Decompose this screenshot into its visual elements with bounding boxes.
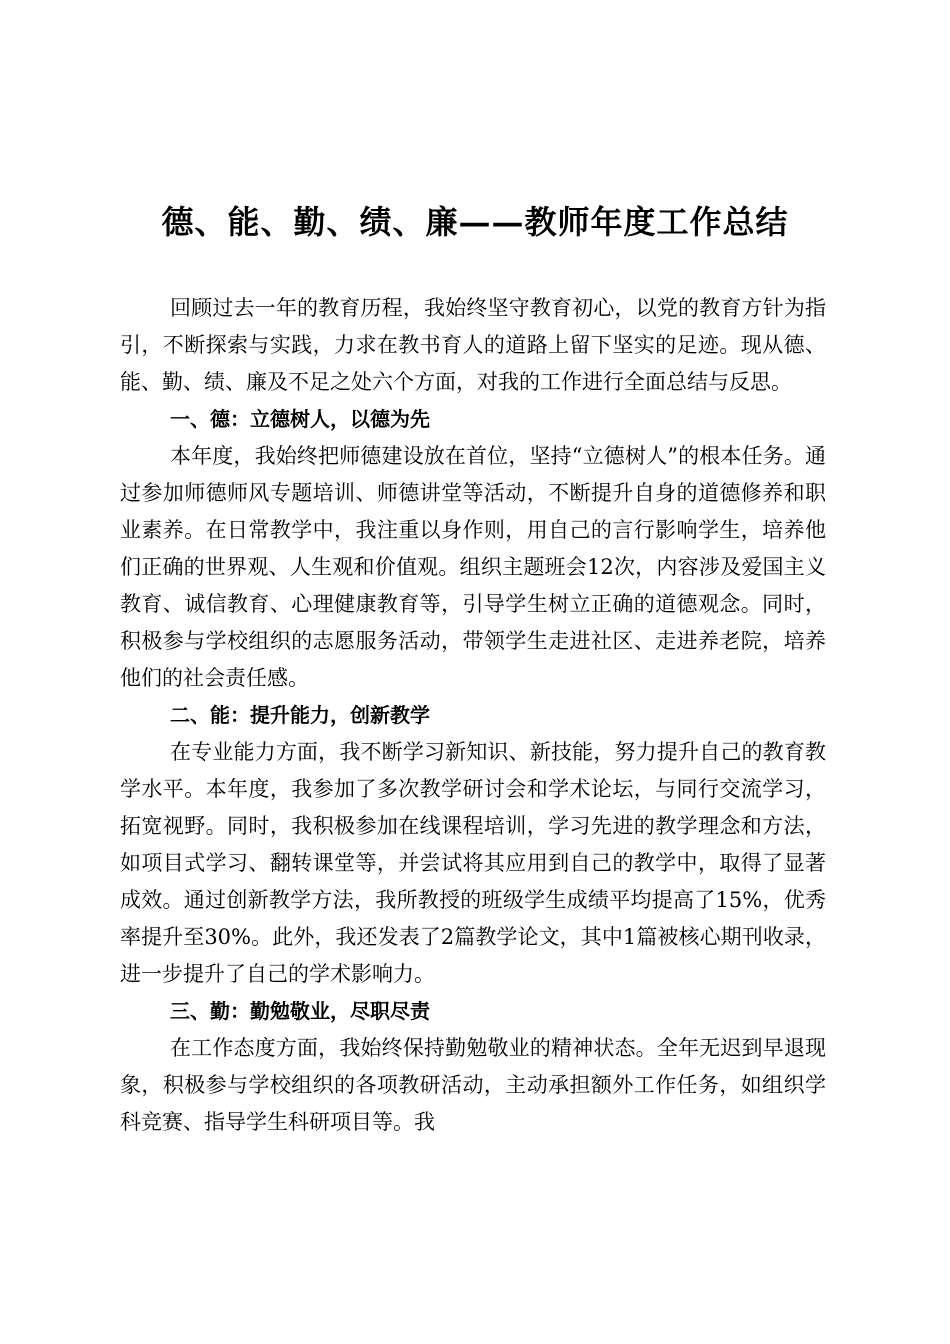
section-heading-diligence: 三、勤：勤勉敬业，尽职尽责 xyxy=(170,999,430,1023)
section-body-diligence: 在工作态度方面，我始终保持勤勉敬业的精神状态。全年无迟到早退现象，积极参与学校组织的各项教研活动，主动承担额外工作任务，如组织学科竞赛、指导学生科研项目等。我 xyxy=(120,1036,826,1134)
document-title: 德、能、勤、绩、廉——教师年度工作总结 xyxy=(161,203,789,241)
document-body xyxy=(120,290,826,1141)
section-body-ability: 在专业能力方面，我不断学习新知识、新技能，努力提升自己的教育教学水平。本年度，我参加了多次教学研讨会和学术论坛，与同行交流学习，拓宽视野。同时，我积极参加在线课程培训，学习先进的教学理念和方法，如项目式学习、翻转课堂等，并尝试将其应用到自己的教学中，取得了显著成效。通过创新教学方法，我所教授的班级学生成绩平均提高了15%，优秀率提升至30%。此外，我还发表了2篇教学论文，其中1篇被核心期刊收录，进一步提升了自己的学术影响力。 xyxy=(120,740,826,986)
section-heading-ability: 二、能：提升能力，创新教学 xyxy=(170,703,430,727)
section-heading-virtue: 一、德：立德树人，以德为先 xyxy=(170,407,430,431)
section-body-virtue: 本年度，我始终把师德建设放在首位，坚持“立德树人”的根本任务。通过参加师德师风专题培训、师德讲堂等活动，不断提升自身的道德修养和职业素养。在日常教学中，我注重以身作则，用自己的言行影响学生，培养他们正确的世界观、人生观和价值观。组织主题班会12次，内容涉及爱国主义教育、诚信教育、心理健康教育等，引导学生树立正确的道德观念。同时，积极参与学校组织的志愿服务活动，带领学生走进社区、走进养老院，培养他们的社会责任感。 xyxy=(120,444,826,690)
intro-paragraph: 回顾过去一年的教育历程，我始终坚守教育初心，以党的教育方针为指引，不断探索与实践，力求在教书育人的道路上留下坚实的足迹。现从德、能、勤、绩、廉及不足之处六个方面，对我的工作进行全面总结与反思。 xyxy=(120,296,826,394)
